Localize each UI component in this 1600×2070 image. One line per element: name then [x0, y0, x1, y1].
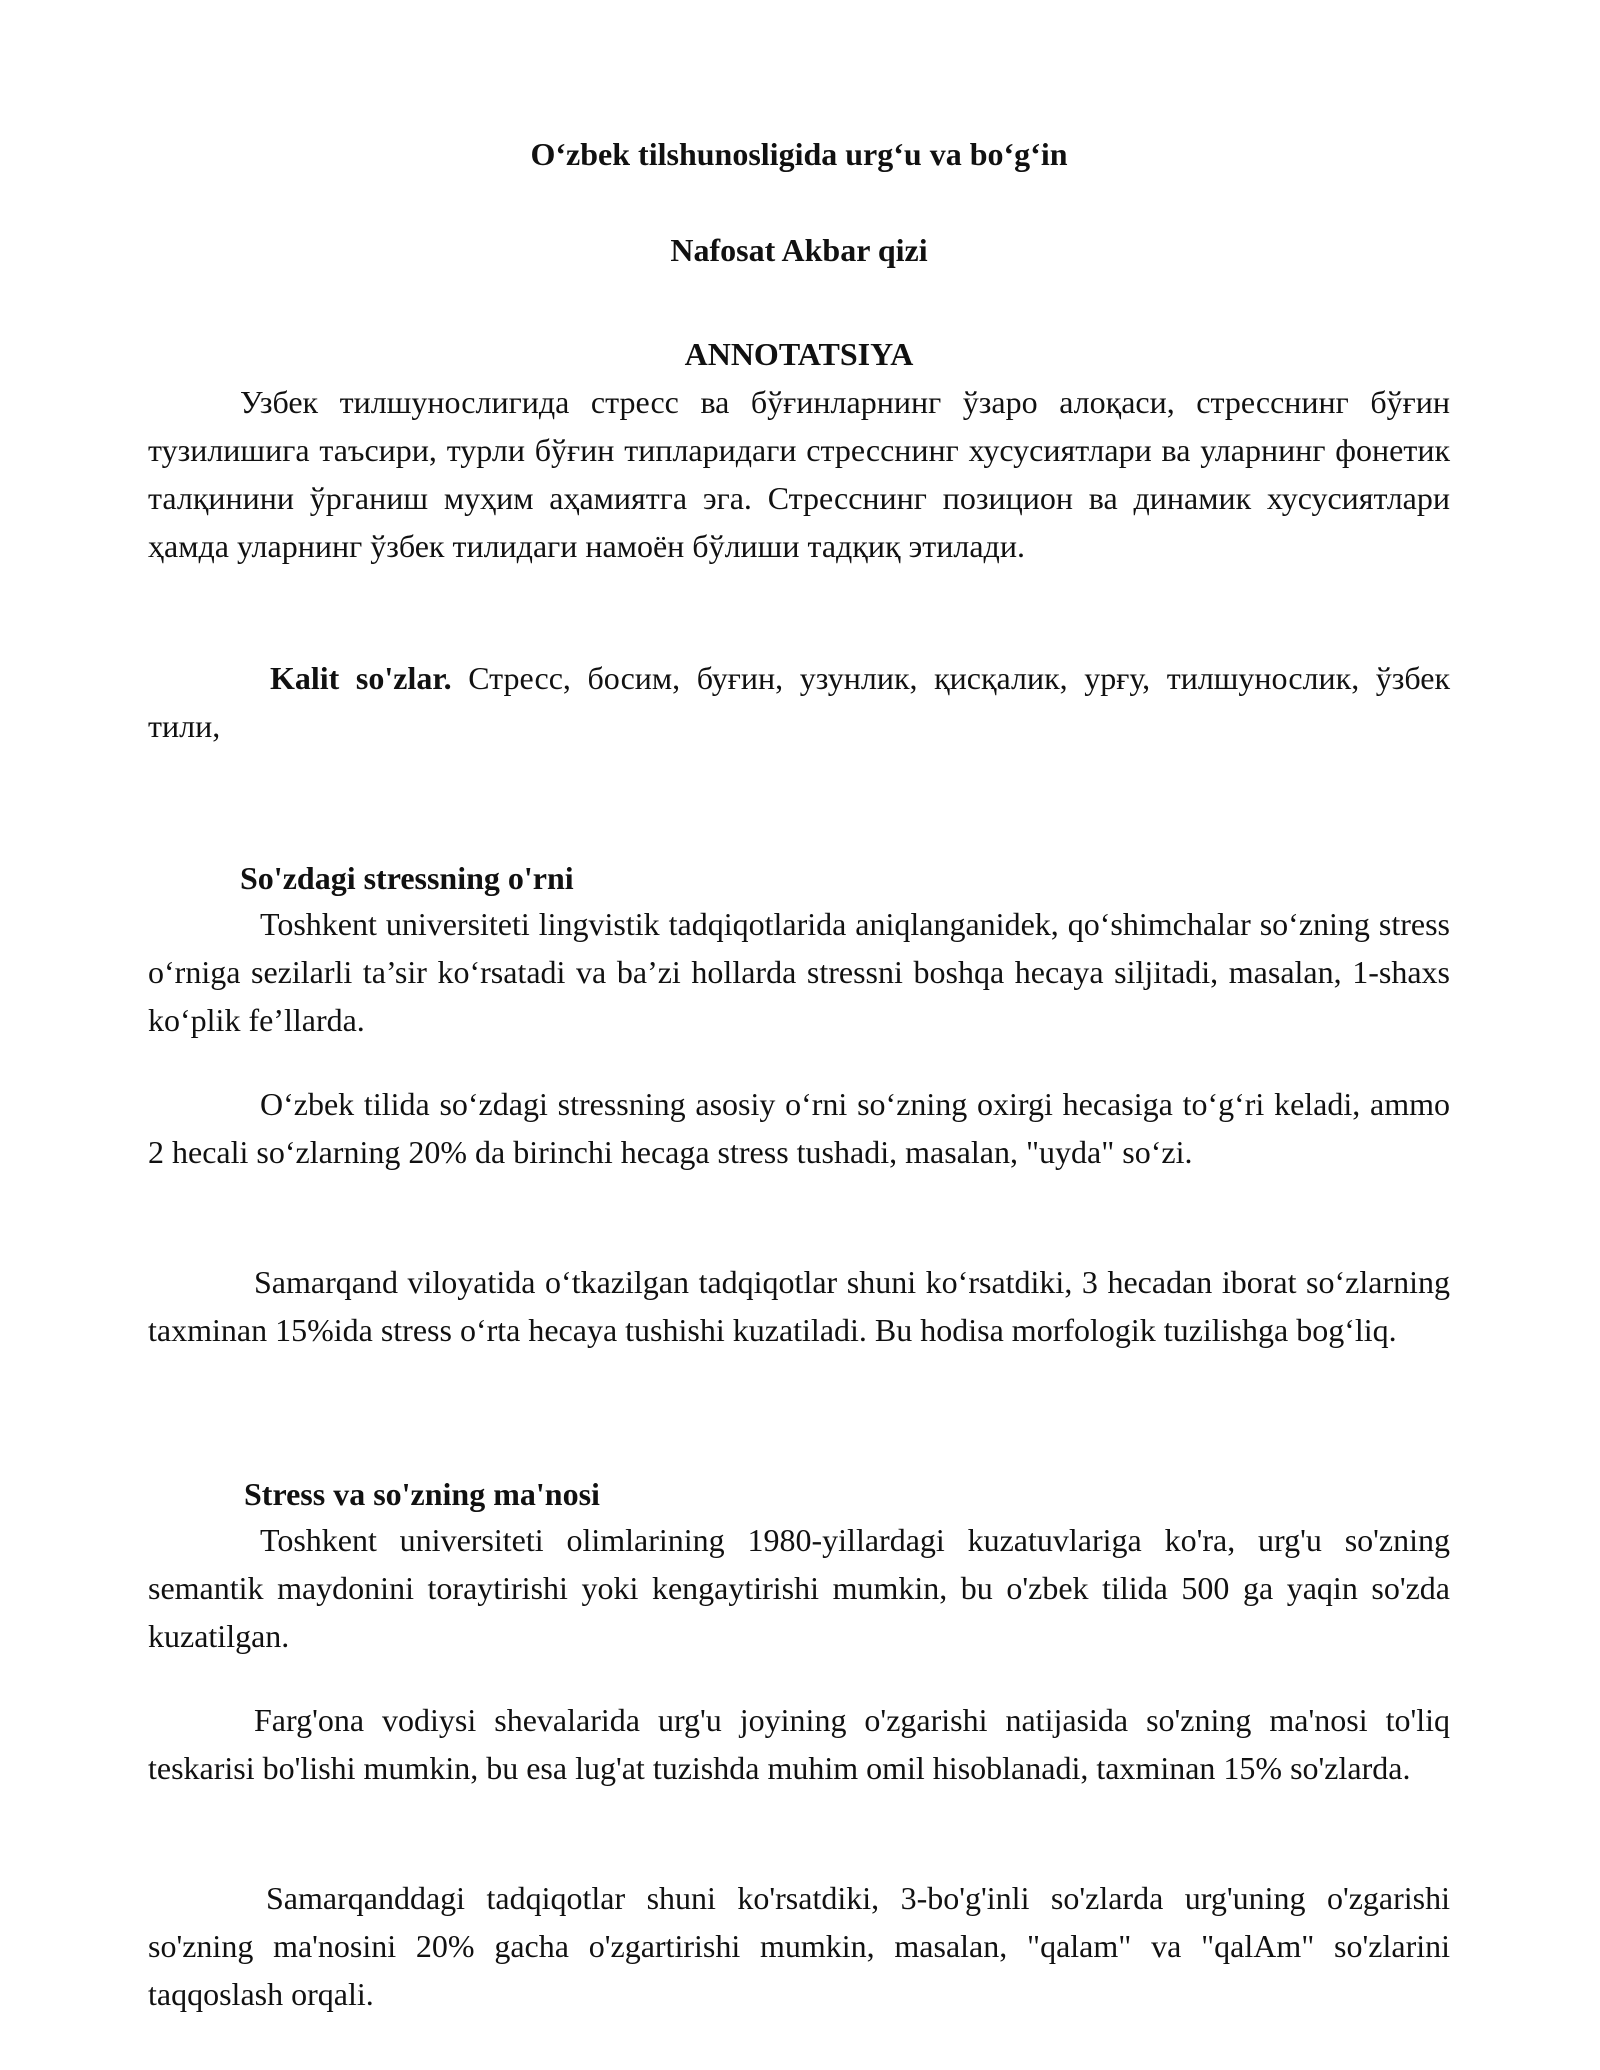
- section2-paragraph-2: Farg'ona vodiysi shevalarida urg'u joyining o'zgarishi natijasida so'zning ma'nosi to'liq teskarisi bo'lishi mumkin, bu esa lug'at tuzishda muhim omil hisoblanadi, taxminan 15% so'zlarda.: [148, 1702, 1450, 1786]
- document-title: O‘zbek tilshunosligida urg‘u va bo‘g‘in: [530, 136, 1068, 172]
- section-heading-stress-position: So'zdagi stressning o'rni: [240, 860, 574, 896]
- section1-paragraph-1: Toshkent universiteti lingvistik tadqiqotlarida aniqlanganidek, qo‘shimchalar so‘zning stress o‘rniga sezilarli ta’sir ko‘rsatadi va ba’zi hollarda stressni boshqa hecaya siljitadi, masalan, 1-shaxs ko‘plik fe’llarda.: [148, 906, 1450, 1038]
- section2-paragraph-1: Toshkent universiteti olimlarining 1980-yillardagi kuzatuvlariga ko'ra, urg'u so'zning semantik maydonini toraytirishi yoki kengaytirishi mumkin, bu o'zbek tilida 500 ga yaqin so'zda kuzatilgan.: [148, 1522, 1450, 1654]
- section-heading-stress-meaning: Stress va so'zning ma'nosi: [244, 1476, 600, 1512]
- section1-paragraph-3: Samarqand viloyatida o‘tkazilgan tadqiqotlar shuni ko‘rsatdiki, 3 hecadan iborat so‘zlarning taxminan 15%ida stress o‘rta hecaya tushishi kuzatiladi. Bu hodisa morfologik tuzilishga bog‘liq.: [148, 1264, 1450, 1348]
- abstract-heading: ANNOTATSIYA: [684, 336, 914, 372]
- keywords-text: Стресс, босим, буғин, узунлик, қисқалик, урғу, тилшунослик, ўзбек тили,: [148, 660, 1451, 744]
- section1-paragraph-2: O‘zbek tilida so‘zdagi stressning asosiy o‘rni so‘zning oxirgi hecasiga to‘g‘ri keladi, ammo 2 hecali so‘zlarning 20% da birinchi hecaga stress tushadi, masalan, "uyda" so‘zi.: [148, 1086, 1450, 1170]
- author-name: Nafosat Akbar qizi: [670, 232, 928, 268]
- keywords-label: Kalit so'zlar.: [270, 660, 452, 696]
- section2-paragraph-3: Samarqanddagi tadqiqotlar shuni ko'rsatdiki, 3-bo'g'inli so'zlarda urg'uning o'zgarishi so'zning ma'nosini 20% gacha o'zgartirishi mumkin, masalan, "qalam" va "qalAm" so'zlarini taqqoslash orqali.: [148, 1880, 1450, 2012]
- abstract-paragraph: Узбек тилшунослигида стресс ва бўғинларнинг ўзаро алоқаси, стресснинг бўғин тузилишига таъсири, турли бўғин типларидаги стресснинг хусусиятлари ва уларнинг фонетик талқинини ўрганиш муҳим аҳамиятга эга. Стресснинг позицион ва динамик хусусиятлари ҳамда уларнинг ўзбек тилидаги намоён бўлиши тадқиқ этилади.: [148, 384, 1450, 564]
- keywords-paragraph: [148, 654, 1450, 750]
